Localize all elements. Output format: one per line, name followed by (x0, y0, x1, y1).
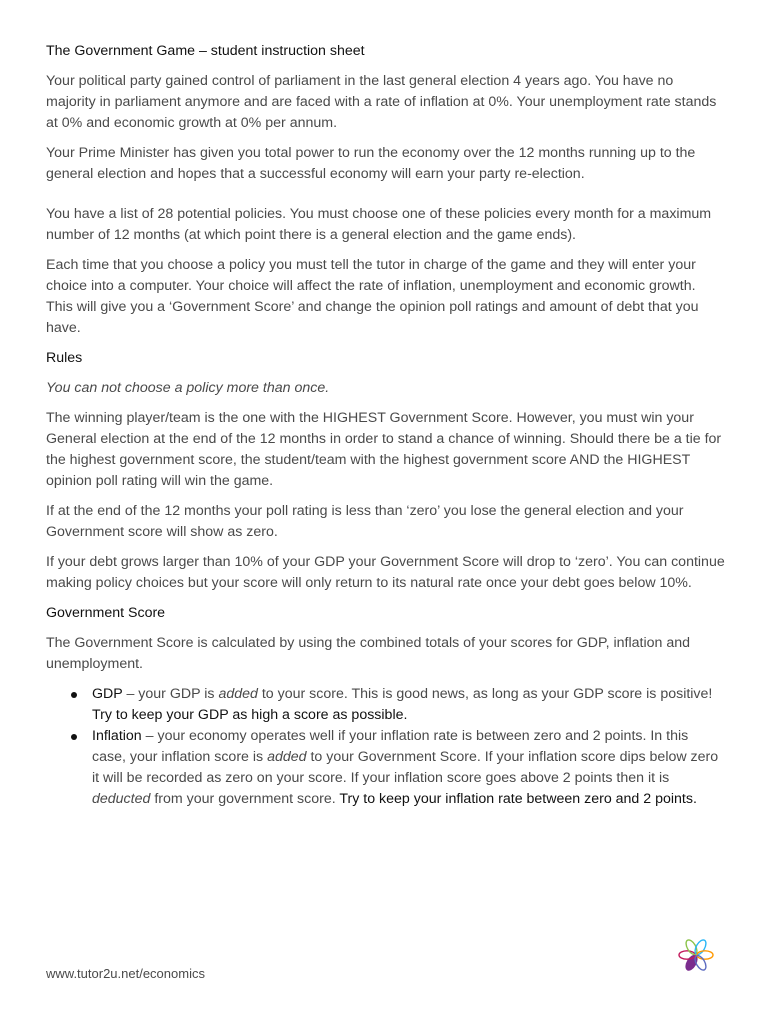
logo-petal (693, 938, 708, 956)
score-intro: The Government Score is calculated by using the combined totals of your scores for GDP, inflation and unemployment. (46, 635, 691, 672)
intro-paragraph-2: Your Prime Minister has given you total power to run the economy over the 12 months running up to the general election and hopes that a successful economy will earn your party re-election. (46, 145, 696, 182)
gdp-advice: Try to keep your GDP as high a score as possible. (92, 707, 408, 723)
gdp-term: GDP (92, 686, 123, 702)
logo-petal (693, 954, 708, 972)
instruction-sheet (46, 41, 726, 810)
intro-paragraph-3: You have a list of 28 potential policies. You must choose one of these policies every month for a maximum number of 12 months (at which point there is a general election and the game ends). (46, 206, 712, 243)
rules-paragraph-2: If at the end of the 12 months your poll rating is less than ‘zero’ you lose the general election and your Government score will show as zero. (46, 503, 684, 540)
rules-paragraph-1: The winning player/team is the one with the HIGHEST Government Score. However, you must win your General election at the end of the 12 months in order to stand a chance of winning. Should there be a tie for the highest government score, the student/team with the highest government score AND the HIGHEST opinion poll rating will win the game. (46, 410, 722, 489)
rules-paragraph-3: If your debt grows larger than 10% of your GDP your Government Score will drop to ‘zero’. You can continue making policy choices but your score will only return to its natural rate once your debt goes below 10%. (46, 554, 725, 591)
flower-logo-icon (672, 935, 720, 975)
footer-url[interactable]: www.tutor2u.net/economics (46, 966, 205, 981)
list-item-inflation: Inflation – your economy operates well if your inflation rate is between zero and 2 points. In this case, your inflation score is added to your Government Score. If your inflation score dips below zero it will be recorded as zero on your score. If your inflation score goes above 2 points then it is deducted from your government score. Try to keep your inflation rate between zero and 2 points. (46, 726, 726, 810)
intro-paragraph-1: Your political party gained control of parliament in the last general election 4 years ago. You have no majority in parliament anymore and are faced with a rate of inflation at 0%. Your unemployment rate stands at 0% and economic growth at 0% per annum. (46, 73, 717, 131)
score-list (46, 684, 726, 810)
page-title: The Government Game – student instruction sheet (46, 43, 365, 59)
score-heading: Government Score (46, 605, 166, 621)
list-item-gdp: GDP – your GDP is added to your score. This is good news, as long as your GDP score is positive! Try to keep your GDP as high a score as possible. (46, 684, 726, 726)
rules-note: You can not choose a policy more than once. (46, 380, 330, 396)
logo-petal (679, 951, 695, 959)
rules-heading: Rules (46, 350, 83, 366)
inflation-advice: Try to keep your inflation rate between zero and 2 points. (339, 791, 697, 807)
intro-paragraph-4: Each time that you choose a policy you must tell the tutor in charge of the game and they will enter your choice into a computer. Your choice will affect the rate of inflation, unemployment and economic growth. This will give you a ‘Government Score’ and change the opinion poll ratings and amount of debt that you have. (46, 257, 699, 336)
logo-petal (697, 951, 713, 959)
inflation-term: Inflation (92, 728, 142, 744)
